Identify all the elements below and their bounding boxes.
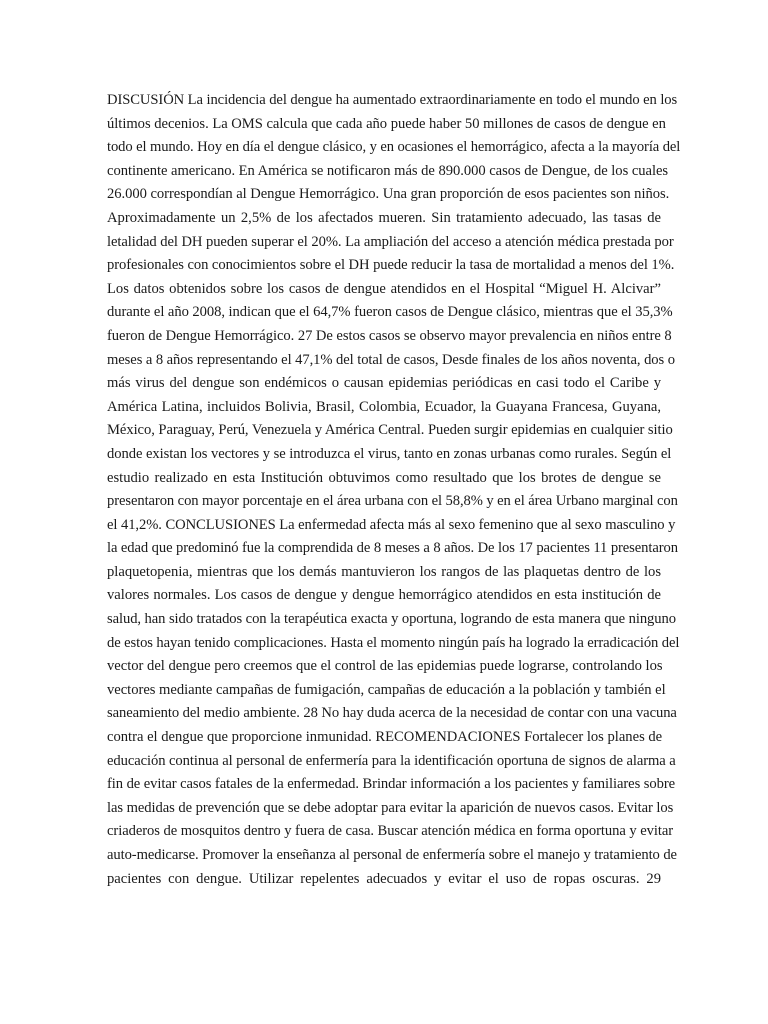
text-line: valores normales. Los casos de dengue y dengue hemorrágico atendidos en esta institución de [107, 587, 661, 604]
text-line: las medidas de prevención que se debe adoptar para evitar la aparición de nuevos casos. Evitar los [107, 799, 674, 816]
text-line: Aproximadamente un 2,5% de los afectados mueren. Sin tratamiento adecuado, las tasas de [107, 209, 661, 226]
text-line: profesionales con conocimientos sobre el DH puede reducir la tasa de mortalidad a menos del 1%. [107, 257, 675, 274]
text-line: educación continua al personal de enfermería para la identificación oportuna de signos de alarma a [107, 752, 676, 769]
text-line: América Latina, incluidos Bolivia, Brasil, Colombia, Ecuador, la Guayana Francesa, Guyana, [107, 398, 661, 415]
text-line: pacientes con dengue. Utilizar repelentes adecuados y evitar el uso de ropas oscuras. 29 [107, 870, 661, 887]
text-line: Los datos obtenidos sobre los casos de dengue atendidos en el Hospital “Miguel H. Alcivar” [107, 280, 661, 297]
text-line: fin de evitar casos fatales de la enfermedad. Brindar información a los pacientes y familiares sobre [107, 776, 676, 793]
text-line: el 41,2%. CONCLUSIONES La enfermedad afecta más al sexo femenino que al sexo masculino y [107, 516, 676, 533]
text-line: fueron de Dengue Hemorrágico. 27 De estos casos se observo mayor prevalencia en niños entre 8 [107, 327, 672, 344]
text-line: plaquetopenia, mientras que los demás mantuvieron los rangos de las plaquetas dentro de los [107, 563, 661, 580]
text-line: donde existan los vectores y se introduzca el virus, tanto en zonas urbanas como rurales. Según el [107, 445, 672, 462]
text-line: más virus del dengue son endémicos o causan epidemias periódicas en casi todo el Caribe y [107, 375, 661, 392]
text-line: criaderos de mosquitos dentro y fuera de casa. Buscar atención médica en forma oportuna y evitar [107, 823, 674, 840]
text-line: 26.000 correspondían al Dengue Hemorrágico. Una gran proporción de esos pacientes son niños. [107, 186, 670, 203]
text-line: presentaron con mayor porcentaje en el área urbana con el 58,8% y en el área Urbano marginal con [107, 493, 678, 510]
text-line: todo el mundo. Hoy en día el dengue clásico, y en ocasiones el hemorrágico, afecta a la mayoría del [107, 139, 681, 156]
text-line: vectores mediante campañas de fumigación, campañas de educación a la población y también el [107, 681, 666, 698]
text-line: meses a 8 años representando el 47,1% del total de casos, Desde finales de los años noventa, dos o [107, 351, 675, 368]
text-line: vector del dengue pero creemos que el control de las epidemias puede lograrse, controlando los [107, 658, 663, 675]
text-line: letalidad del DH pueden superar el 20%. La ampliación del acceso a atención médica prestada por [107, 233, 674, 250]
text-line: salud, han sido tratados con la terapéutica exacta y oportuna, logrando de esta manera que ninguno [107, 611, 676, 628]
document-body [107, 89, 681, 891]
text-line: saneamiento del medio ambiente. 28 No hay duda acerca de la necesidad de contar con una vacuna [107, 705, 677, 722]
text-line: estudio realizado en esta Institución obtuvimos como resultado que los brotes de dengue se [107, 469, 661, 486]
text-line: México, Paraguay, Perú, Venezuela y América Central. Pueden surgir epidemias en cualquier sitio [107, 422, 673, 439]
text-line: DISCUSIÓN La incidencia del dengue ha aumentado extraordinariamente en todo el mundo en los [107, 92, 678, 108]
text-line: contra el dengue que proporcione inmunidad. RECOMENDACIONES Fortalecer los planes de [107, 729, 663, 746]
text-line: durante el año 2008, indican que el 64,7% fueron casos de Dengue clásico, mientras que el 35,3% [107, 304, 673, 321]
text-line: continente americano. En América se notificaron más de 890.000 casos de Dengue, de los cuales [107, 162, 669, 179]
text-line: últimos decenios. La OMS calcula que cada año puede haber 50 millones de casos de dengue en [107, 115, 666, 132]
text-line: de estos hayan tenido complicaciones. Hasta el momento ningún país ha logrado la erradicación del [107, 634, 680, 651]
text-line: auto-medicarse. Promover la enseñanza al personal de enfermería sobre el manejo y tratamiento de [107, 847, 677, 863]
text-line: la edad que predominó fue la comprendida de 8 meses a 8 años. De los 17 pacientes 11 presentaron [107, 540, 678, 557]
